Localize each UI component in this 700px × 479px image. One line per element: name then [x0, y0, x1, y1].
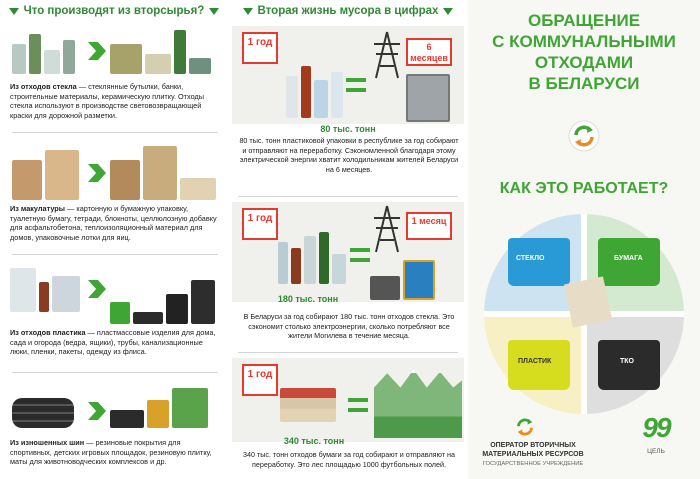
plastic-bottles-image — [286, 62, 344, 118]
left-header — [0, 0, 228, 22]
arrow-down-icon — [243, 8, 253, 15]
plastic-products-image — [110, 262, 222, 324]
year-badge: 1 год — [242, 32, 278, 64]
title-line: ОБРАЩЕНИЕ — [527, 11, 641, 30]
paper-note: 340 тыс. тонн отходов бумаги за год собирают и отправляют на переработку. Это лес площадью 1000 футбольных полей. — [242, 450, 456, 469]
power-tower-icon — [370, 204, 404, 254]
left-header-text: Что производят из вторсырья? — [23, 5, 205, 17]
operator-logo-icon — [512, 414, 538, 440]
paper-text: — картонную и бумажную упаковку, туалетную бумагу, тетради, блокноты, целлюлозную добавку для асфальтобетона, теплоизоляционный материал для домов, упаковочные лотки для яиц. — [10, 204, 217, 242]
recycle-icon — [568, 120, 600, 152]
goal-logo: 99 — [642, 412, 670, 443]
tko-bin — [598, 340, 660, 390]
numbers-column — [228, 0, 468, 479]
arrow-down-icon — [9, 8, 19, 15]
glass-note: В Беларуси за год собирают 180 тыс. тонн отходов стекла. Это сэкономит столько электроэнергии, сколько потребляют все жители Могилева в течение месяца. — [243, 312, 455, 341]
equals-icon — [346, 78, 366, 92]
subtitle: КАК ЭТО РАБОТАЕТ? — [499, 180, 669, 197]
year-badge: 1 год — [242, 364, 278, 396]
glass-bin-label: СТЕКЛО — [516, 255, 545, 262]
arrow-down-icon — [209, 8, 219, 15]
divider — [12, 254, 218, 255]
tires-description — [10, 438, 222, 467]
paper-stack-image — [280, 382, 342, 422]
divider — [12, 132, 218, 133]
title-line: ОТХОДАМИ — [534, 53, 634, 72]
main-title — [482, 10, 686, 94]
glass-bottles-image — [278, 228, 348, 284]
divider — [238, 352, 458, 353]
divider — [12, 372, 218, 373]
recycling-products-column — [0, 0, 228, 479]
plastic-waste-image — [10, 258, 82, 312]
glass-waste-image — [12, 30, 82, 74]
power-tower-icon — [370, 30, 404, 80]
plastic-title: Из отходов пластика — [10, 328, 86, 337]
year-badge: 1 год — [242, 208, 278, 240]
glass-description — [10, 82, 222, 120]
glass-tons: 180 тыс. тонн — [277, 294, 339, 304]
glass-bin — [508, 238, 570, 286]
arrow-down-icon — [443, 8, 453, 15]
plastic-bin-label: ПЛАСТИК — [518, 358, 552, 365]
tires-image — [12, 392, 84, 428]
tires-title: Из изношенных шин — [10, 438, 85, 447]
paper-tons: 340 тыс. тонн — [283, 436, 345, 446]
arrow-right-icon — [88, 164, 106, 182]
plastic-description — [10, 328, 222, 357]
paper-description — [10, 204, 222, 242]
forest-field-image — [374, 364, 462, 438]
arrow-right-icon — [88, 42, 106, 60]
fridge-image — [406, 72, 456, 122]
glass-text: — стеклянные бутылки, банки, строительные материалы, керамическую плитку. Отходы стекла используют в производстве световозвращающей краски для дорожной разметки. — [10, 82, 204, 120]
how-it-works-column — [468, 0, 700, 479]
plastic-note: 80 тыс. тонн пластиковой упаковки в республике за год собирают и отправляют на переработку. Сэкономленной благодаря этому электрической энергии хватит холодильникам жителей Беларуси на 6 месяцев. — [239, 136, 459, 174]
divider — [238, 196, 458, 197]
glass-products-image — [110, 28, 220, 74]
tires-text: — резиновые покрытия для спортивных, детских игровых площадок, резиновую плитку, маты для животноводческих комплексов и др. — [10, 438, 212, 467]
rubber-products-image — [110, 384, 222, 428]
paper-waste-image — [12, 144, 82, 200]
plastic-text: — пластмассовые изделия для дома, сада и огорода (ведра, ящики), трубы, канализационные люки, пленки, пакеты, одежду из флиса. — [10, 328, 216, 357]
equals-icon — [350, 248, 370, 262]
equals-icon — [348, 398, 368, 412]
glass-title: Из отходов стекла — [10, 82, 77, 91]
plastic-bin — [508, 340, 570, 390]
middle-header — [228, 0, 468, 22]
goal-label: ЦЕЛЬ — [647, 448, 665, 455]
middle-header-text: Вторая жизнь мусора в цифрах — [257, 5, 439, 17]
paper-title: Из макулатуры — [10, 204, 65, 213]
paper-bin-label: БУМАГА — [614, 255, 643, 262]
paper-bin — [598, 238, 660, 286]
tko-bin-label: ТКО — [620, 358, 634, 365]
title-line: С КОММУНАЛЬНЫМИ — [492, 32, 676, 51]
months-badge: 6 месяцев — [406, 38, 452, 66]
title-line: В БЕЛАРУСИ — [528, 74, 640, 93]
operator-sub: ГОСУДАРСТВЕННОЕ УЧРЕЖДЕНИЕ — [482, 461, 584, 467]
arrow-right-icon — [88, 280, 106, 298]
month-badge: 1 месяц — [406, 212, 452, 240]
arrow-right-icon — [88, 402, 106, 420]
operator-name: ОПЕРАТОР ВТОРИЧНЫХ МАТЕРИАЛЬНЫХ РЕСУРСОВ — [482, 442, 584, 458]
paper-products-image — [110, 140, 222, 200]
plastic-tons: 80 тыс. тонн — [320, 124, 376, 134]
